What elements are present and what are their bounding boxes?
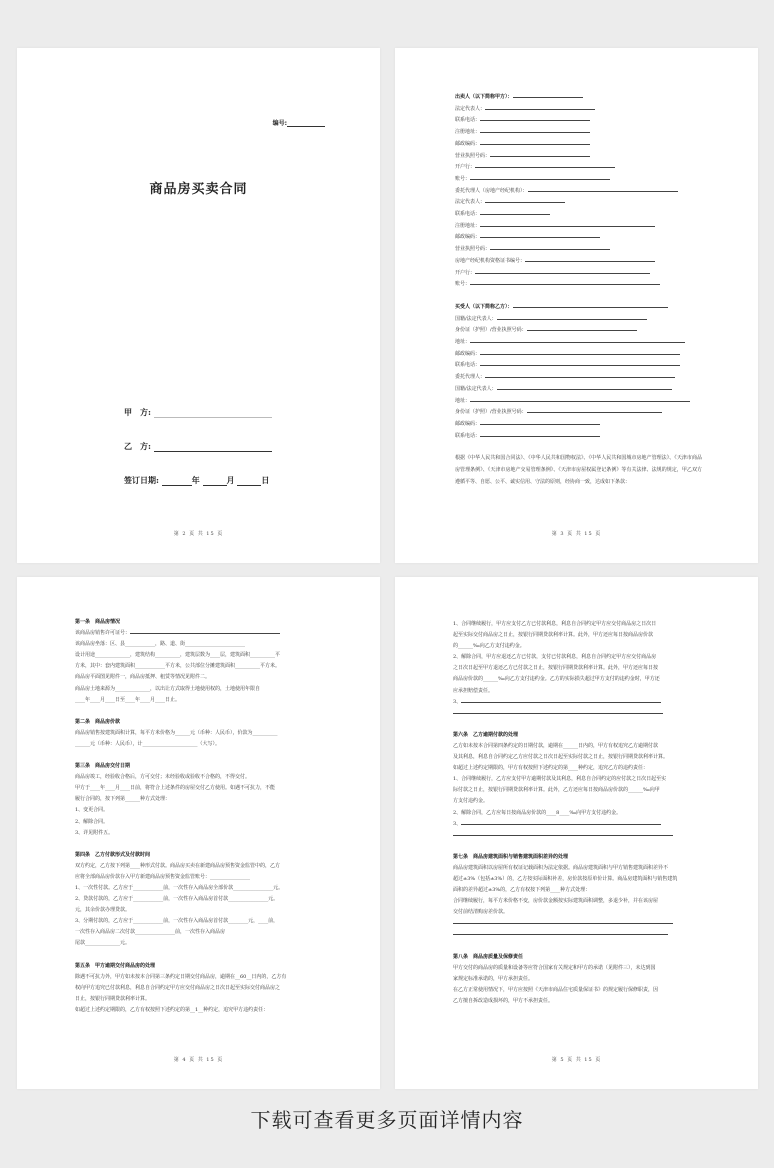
field-label: 账号： (455, 281, 471, 288)
field-row (455, 186, 702, 198)
article-line (75, 661, 324, 672)
field-label: 注册地址： (455, 129, 481, 136)
fill-line (480, 221, 655, 227)
field-row (455, 407, 702, 419)
line-text: 起至实际交付商品房之日止，按银行同期贷款利率计算。此外，甲方还应每日按商品房价款 (453, 632, 654, 639)
line-text: 1、合同继续履行，乙方应支付甲方逾期付款及其利息，利息自合同约定的应付款之日次日起至实 (453, 776, 667, 783)
fill-line (480, 431, 600, 437)
article-line (453, 619, 702, 630)
article-line (453, 674, 702, 685)
field-label: 开户行： (455, 164, 476, 171)
fill-line (470, 396, 690, 402)
field-label: 国籍/法定代表人： (455, 315, 497, 322)
line-text: 3、 (453, 698, 462, 705)
article-line (453, 741, 702, 752)
sign-date-row (124, 475, 269, 486)
article-line (75, 639, 324, 650)
field-label: 身份证（护照）/营业执照号码： (455, 327, 527, 334)
spacer (453, 841, 702, 852)
line-text: 该商品房销售许可证号： (75, 630, 131, 637)
field-row (455, 372, 702, 384)
line-text: 如超过上述约定期限的，甲方有权按照下述约定的第____种约定，追究乙方的违约责任： (453, 765, 649, 772)
article-line (453, 763, 702, 774)
spacer (453, 941, 702, 952)
field-row (455, 360, 702, 372)
line-text: 1、变更合同。 (75, 807, 109, 814)
contract-page-4 (17, 577, 380, 1089)
fill-line (480, 127, 590, 133)
line-text: 第八条 商品房质量及保修责任 (453, 953, 524, 960)
line-text: 甲方于____年____月____日前，将符合上述条件的房屋交付乙方使用。如遇不可抗力，不能 (75, 785, 276, 792)
fill-line (475, 268, 650, 274)
fill-line (453, 918, 673, 924)
party-b-line (154, 443, 272, 452)
line-text: 日止，按银行同期贷款利率计算。 (75, 995, 151, 1002)
article-line (75, 772, 324, 783)
fill-line (130, 628, 280, 634)
line-text: 甲方交付的商品房的质量和设备等应符合国家有关规定和甲方的承诺（见附件三），未达到国 (453, 964, 656, 971)
party-a-label: 甲 方: (124, 407, 151, 417)
line-text: 在乙方正常使用情况下，甲方应按照《天津市商品住宅质量保证书》的规定履行保修职责，因 (453, 986, 659, 993)
line-text: 商品房建筑面积以房屋所有权证记载面积为法定依据。商品房建筑面积与甲方销售建筑面积差异不 (453, 864, 669, 871)
fill-line (470, 174, 610, 180)
line-text: 元，其余价款办理贷款。 (75, 907, 131, 914)
field-label: 联系电话： (455, 362, 481, 369)
line-text: 交付前结清购房差价款。 (453, 909, 509, 916)
line-text: 3、分期付款的，乙方应于____________前，一次性存入商品房首付款________元，____前， (75, 918, 279, 925)
article-line (453, 985, 702, 996)
contract-title: 商品房买卖合同 (149, 182, 248, 197)
number-underline (287, 120, 325, 127)
field-label: 委托代理人（房地产经纪机构）： (455, 187, 528, 194)
article-line (453, 819, 702, 830)
field-row (455, 396, 702, 408)
day-label: 日 (261, 475, 270, 485)
article-line (75, 994, 324, 1005)
line-text: 方支付违约金。 (453, 798, 489, 805)
line-text: 尾款______________元。 (75, 940, 131, 947)
line-text: 设计用途______________，建筑结构__________，建筑层数为____层，建筑面积__________平 (75, 652, 281, 659)
field-label: 委托代理人： (455, 374, 486, 381)
number-label-text: 编号: (272, 120, 287, 127)
field-label: 国籍/法定代表人： (455, 385, 497, 392)
fill-line (525, 256, 655, 262)
spacer (75, 750, 324, 761)
article-line (453, 652, 702, 663)
fill-line (485, 372, 675, 378)
line-text: 1、合同继续履行，甲方应支付乙方已付款利息，利息自合同约定甲方应交付商品房之日次日 (453, 621, 657, 627)
field-label: 营业执照号码： (455, 152, 491, 159)
article-line (453, 929, 702, 940)
article-line (75, 905, 324, 916)
fill-line (453, 929, 668, 935)
field-row (455, 337, 702, 349)
spacer (453, 719, 702, 730)
field-row (455, 431, 702, 443)
line-text: 该商品房坐落：区、县____________，路、道、街________________________ (75, 641, 246, 648)
field-label: 营业执照号码： (455, 246, 491, 253)
field-label: 联系电话： (455, 211, 481, 218)
line-text: 双方约定，乙方按下列第____种形式付款。商品房买卖在新建商品房预售资金监管中的，乙方 (75, 862, 281, 869)
field-row (455, 279, 702, 291)
article-line (75, 983, 324, 994)
article-line (75, 916, 324, 927)
article-line (75, 894, 324, 905)
line-text: 应承担赔偿责任。 (453, 687, 494, 694)
field-label: 出卖人（以下简称甲方）： (455, 94, 513, 100)
article-line (75, 872, 324, 883)
line-text: 第三条 商品房交付日期 (75, 763, 131, 770)
line-text: ______元（币种：人民币），计______________________（大写）。 (75, 740, 221, 747)
spacer (75, 706, 324, 717)
article-line (75, 783, 324, 794)
line-text: 第二条 商品房价款 (75, 718, 121, 725)
fill-line (485, 104, 595, 110)
article-heading (453, 730, 702, 741)
line-text: 商品房土地来源为______________，以出让方式取得土地使用权的，土地使用年限自 (75, 685, 261, 692)
day-line (237, 477, 261, 486)
fill-line (528, 186, 678, 192)
download-more-caption[interactable]: 下载可查看更多页面详情内容 (250, 1108, 524, 1132)
article-heading (75, 617, 324, 628)
contract-page-3 (395, 48, 758, 563)
field-label: 开户行： (455, 269, 476, 276)
article-line (453, 863, 702, 874)
field-label: 邮政编码： (455, 350, 481, 357)
field-row (455, 221, 702, 233)
article-line (453, 663, 702, 674)
sign-date-label: 签订日期: (124, 475, 159, 485)
article-line (75, 728, 324, 739)
article-line (453, 752, 702, 763)
article-line (75, 861, 324, 872)
fill-line (475, 162, 615, 168)
fill-line (480, 419, 600, 425)
fill-line (461, 697, 661, 703)
spacer (455, 291, 702, 302)
page-footer: 第 5 页 共 15 页 (551, 1057, 602, 1063)
article-line (453, 996, 702, 1007)
field-label: 身份证（护照）/营业执照号码： (455, 409, 527, 416)
page-footer: 第 4 页 共 15 页 (173, 1057, 224, 1063)
article-line (75, 805, 324, 816)
spacer (75, 950, 324, 961)
year-line (162, 477, 192, 486)
article-line (453, 907, 702, 918)
field-label: 邮政编码： (455, 140, 481, 147)
party-b-row (124, 441, 272, 452)
line-text: 2、解除合同，乙方应每日按商品房价款的____8____‰向甲方支付违约金。 (453, 809, 622, 816)
field-row (455, 268, 702, 280)
fill-line (497, 314, 647, 320)
fill-line (490, 244, 610, 250)
field-label: 邮政编码： (455, 234, 481, 241)
month-label: 月 (226, 475, 235, 485)
article-heading (75, 761, 324, 772)
field-label: 买受人（以下简称乙方）： (455, 303, 513, 310)
fill-line (480, 139, 590, 145)
line-text: 2、解除合同。 (75, 818, 109, 825)
party-b-label: 乙 方: (124, 441, 151, 451)
fill-line (527, 407, 662, 413)
contract-page-2 (17, 48, 380, 563)
fill-line (480, 349, 680, 355)
line-text: 商品房平面图见附件一，商品房抵押、租赁等情况见附件二。 (75, 674, 211, 681)
field-label: 法定代表人： (455, 105, 486, 112)
article-line (75, 628, 324, 639)
article-line (75, 695, 324, 706)
field-row (455, 162, 702, 174)
field-row (455, 151, 702, 163)
page-footer: 第 3 页 共 15 页 (551, 531, 602, 537)
field-row (455, 349, 702, 361)
field-row (455, 419, 702, 431)
article-line (453, 630, 702, 641)
field-label: 联系电话： (455, 117, 481, 124)
legal-basis-paragraph: 根据《中华人民共和国合同法》、《中华人民共和国物权法》、《中华人民共和国城市房地产管理法》、《天津市商品房管理条例》、《天津市房地产交易管理条例》、《天津市房屋权属登记条例》等有关法律、法规的规定，甲乙双方遵循平等、自愿、公平、诚实信用、守法的原则，经协商一致，达成如下条款： (455, 455, 702, 485)
field-row (455, 314, 702, 326)
line-text: 超过±3%（包括±3%）的，乙方按实际面积补差，房价款按原单价计算。商品房建筑面积与销售建筑 (453, 875, 678, 882)
articles-1-5 (75, 617, 324, 1016)
field-row (455, 325, 702, 337)
article-line (75, 794, 324, 805)
fill-line (497, 384, 672, 390)
line-text: 际付款之日止，按银行同期贷款利率计算。此外，乙方还应每日按商品房价款的______‰向甲 (453, 787, 660, 794)
year-label: 年 (191, 475, 200, 485)
article-line (453, 830, 702, 841)
field-label: 邮政编码： (455, 420, 481, 427)
line-text: 乙方如未按本合同第四条约定的日期付款，逾期在______日内的，甲方有权追究乙方逾期付款 (453, 742, 659, 749)
contract-page-5 (395, 577, 758, 1089)
article-line (453, 885, 702, 896)
field-row (455, 115, 702, 127)
line-text: 商品房销售按建筑面积计算，每平方米价格为______元（币种：人民币），价款为__________ (75, 729, 278, 736)
field-row (455, 232, 702, 244)
field-label: 注册地址： (455, 222, 481, 229)
line-text: 1、一次性付款。乙方应于____________前，一次性存入商品房全部价款________________元。 (75, 884, 284, 891)
field-row (455, 92, 702, 104)
line-text: 第七条 商品房建筑面积与销售建筑面积差异的处理 (453, 853, 569, 860)
article-line (75, 828, 324, 839)
fill-line (490, 151, 590, 157)
fill-line (480, 232, 600, 238)
fill-line (527, 325, 637, 331)
field-row (455, 174, 702, 186)
spacer (455, 442, 702, 453)
article-line (453, 686, 702, 697)
line-text: 第六条 乙方逾期付款的处理 (453, 731, 519, 738)
article-line (75, 684, 324, 695)
line-text: 方米，其中：套内建筑面积____________平方米，公共部位分摊建筑面积__________平方米。 (75, 663, 281, 670)
article-heading (75, 717, 324, 728)
article-line (453, 774, 702, 785)
month-line (203, 477, 227, 486)
field-row (455, 256, 702, 268)
party-a-line (154, 409, 272, 418)
fill-line (480, 209, 550, 215)
fill-line (513, 302, 668, 308)
article-line (453, 963, 702, 974)
line-text: 3、详见附件五。 (75, 829, 114, 836)
line-text: 第五条 甲方逾期交付商品房的处理 (75, 962, 156, 969)
line-text: 履行合同的，按下列第______种方式处理： (75, 796, 171, 803)
article-line (453, 641, 702, 652)
field-label: 地址： (455, 339, 471, 346)
field-label: 地址： (455, 397, 471, 404)
article-line (75, 1005, 324, 1016)
line-text: 商品房竣工，经验收合格后，方可交付；未经验收或验收不合格的，不得交付。 (75, 774, 251, 781)
line-text: 商品房价款的______‰向乙方支付违约金。乙方的实际损失超过甲方支付的违约金时，甲方还 (453, 676, 660, 683)
line-text: 第一条 商品房情况 (75, 619, 121, 625)
article-line (453, 808, 702, 819)
field-row (455, 127, 702, 139)
article-heading (75, 961, 324, 972)
line-text: 2、贷款付款的，乙方应于____________前，一次性存入商品房首付款________________元。 (75, 896, 279, 903)
article-heading (453, 952, 702, 963)
field-label: 法定代表人： (455, 199, 486, 206)
fill-line (470, 337, 685, 343)
line-text: 面积的差异超过±3%的，乙方有权按下列第____种方式处理： (453, 887, 591, 894)
article-line (453, 896, 702, 907)
article-line (453, 974, 702, 985)
article-line (75, 938, 324, 949)
field-row (455, 139, 702, 151)
line-text: 2、解除合同，甲方应退还乙方已付款，支付已付款利息，利息自合同约定甲方应交付商品房 (453, 654, 657, 661)
article-line (75, 927, 324, 938)
fill-line (461, 819, 661, 825)
article-line (75, 739, 324, 750)
field-row (455, 197, 702, 209)
spacer (75, 839, 324, 850)
fill-line (453, 708, 663, 714)
fill-line (480, 360, 680, 366)
line-text: 第四条 乙方付款形式及付款时间 (75, 851, 151, 858)
field-label: 联系电话： (455, 432, 481, 439)
page-footer: 第 2 页 共 15 页 (173, 531, 224, 537)
party-a-row (124, 407, 272, 418)
field-row (455, 104, 702, 116)
line-text: 合同继续履行，每平方米价格不变，房价款金额按实际建筑面积调整，多退少补，并在该房屋 (453, 898, 659, 905)
line-text: 3、 (453, 820, 462, 827)
field-row (455, 384, 702, 396)
article-line (75, 972, 324, 983)
field-row (455, 209, 702, 221)
line-text: 如超过上述约定期限的，乙方有权按照下述约定的第__1__种约定，追究甲方违约责任： (75, 1006, 269, 1013)
article-line (453, 874, 702, 885)
line-text: 一次性存入商品房二次付款________________前，一次性存入商品房 (75, 929, 226, 936)
line-text: 之日次日起至甲方退还乙方已付款之日止，按银行同期贷款利率计算。此外，甲方还应每日按 (453, 665, 659, 672)
field-label: 房地产经纪机构资格证书编号： (455, 257, 526, 264)
parties-section (455, 92, 702, 489)
line-text: 除遇不可抗力外，甲方如未按本合同第三条约定日期交付商品房，逾期在__60__日内的，乙方有 (75, 973, 287, 980)
line-text: 应将全部商品房价款存入甲方新建商品房预售资金监管账号：________________ (75, 873, 251, 880)
article-line (453, 708, 702, 719)
fill-line (513, 92, 583, 98)
article-line (75, 650, 324, 661)
fill-line (485, 197, 565, 203)
article-line (75, 883, 324, 894)
line-text: 权向甲方追究已付款利息，利息自合同约定甲方应交付商品房之日次日起至实际交付商品房之 (75, 984, 281, 991)
line-text: ____年____月____日至____年____月____日止。 (75, 696, 181, 703)
fill-line (453, 830, 673, 836)
fill-line (480, 115, 590, 121)
field-row (455, 244, 702, 256)
line-text: 乙方擅自拆改造成损坏的，甲方不承担责任。 (453, 997, 554, 1004)
fill-line (470, 279, 660, 285)
article-heading (75, 850, 324, 861)
line-text: 的______‰向乙方支付违约金。 (453, 643, 525, 650)
article-line (453, 918, 702, 929)
article-line (75, 672, 324, 683)
article-line (453, 796, 702, 807)
field-row (455, 302, 702, 314)
field-label: 账号： (455, 175, 471, 182)
line-text: 家规定标准承诺的，甲方承担责任。 (453, 975, 534, 982)
contract-number-label (273, 118, 325, 127)
articles-5-8 (453, 619, 702, 1007)
article-line (453, 785, 702, 796)
article-heading (453, 852, 702, 863)
article-line (75, 817, 324, 828)
article-line (453, 697, 702, 708)
line-text: 及其利息，利息自合同约定乙方应付款之日次日起至实际付款之日止，按银行同期贷款利率计算。 (453, 754, 669, 761)
